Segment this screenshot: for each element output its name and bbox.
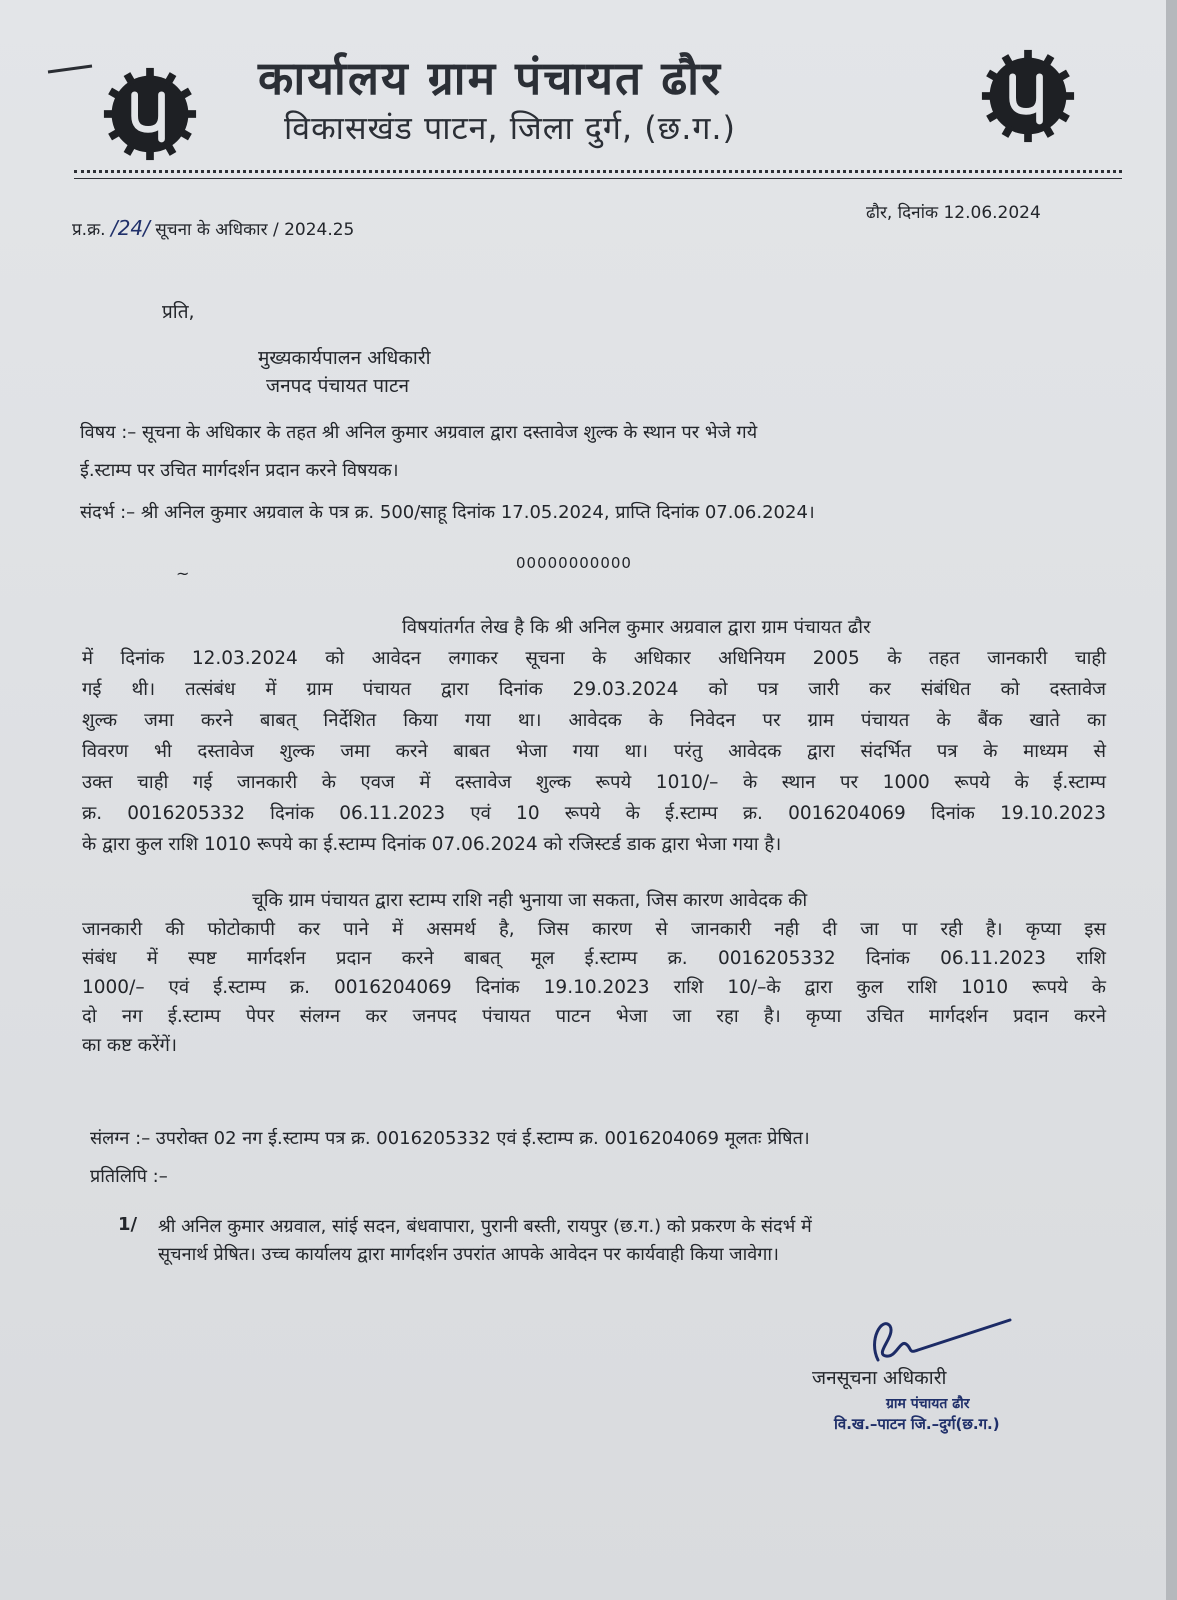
place-date: ढौर, दिनांक 12.06.2024 xyxy=(866,203,1041,223)
body-line: 1000/– एवं ई.स्टाम्प क्र. 0016204069 दिनांक 19.10.2023 राशि 10/–के द्वारा कुल राशि 1010 रूपये के xyxy=(82,977,1106,998)
body-line: जानकारी की फोटोकापी कर पाने में असमर्थ है, जिस कारण से जानकारी नही दी जा पा रही है। कृप्या इस xyxy=(82,919,1106,940)
to-label: प्रति, xyxy=(162,301,195,323)
body-paragraph-2 xyxy=(82,886,1106,1060)
designation: जनसूचना अधिकारी xyxy=(812,1367,947,1389)
panchayat-logo-left-icon xyxy=(102,66,198,162)
body-line: शुल्क जमा करने बाबत् निर्देशित किया गया था। आवेदक के निवेदन पर ग्राम पंचायत के बैंक खाते का xyxy=(82,710,1106,731)
subject-line-1: विषय :– सूचना के अधिकार के तहत श्री अनिल कुमार अग्रवाल द्वारा दस्तावेज शुल्क के स्थान पर भेजे गये xyxy=(80,422,758,443)
body-line: में दिनांक 12.03.2024 को आवेदन लगाकर सूचना के अधिकार अधिनियम 2005 के तहत जानकारी चाही xyxy=(82,648,1106,669)
body-line: के द्वारा कुल राशि 1010 रूपये का ई.स्टाम्प दिनांक 07.06.2024 को रजिस्टर्ड डाक द्वारा भेजा गया है। xyxy=(82,834,782,855)
pen-mark-icon xyxy=(46,62,96,76)
body-line: क्र. 0016205332 दिनांक 06.11.2023 एवं 10 रूपये के ई.स्टाम्प क्र. 0016204069 दिनांक 19.10.2023 xyxy=(82,803,1106,824)
stamp-line-1: ग्राम पंचायत ढौर xyxy=(886,1396,970,1412)
office-subtitle: विकासखंड पाटन, जिला दुर्ग, (छ.ग.) xyxy=(284,109,737,147)
body-line: का कष्ट करेंगें। xyxy=(82,1035,177,1056)
copy-line-2: सूचनार्थ प्रेषित। उच्च कार्यालय द्वारा मार्गदर्शन उपरांत आपके आवेदन पर कार्यवाही किया जावेगा। xyxy=(158,1244,779,1265)
office-title: कार्यालय ग्राम पंचायत ढौर xyxy=(258,51,722,105)
ref-number xyxy=(72,216,354,240)
signature-icon xyxy=(860,1310,1020,1370)
body-line: चूकि ग्राम पंचायत द्वारा स्टाम्प राशि नही भुनाया जा सकता, जिस कारण आवेदक की xyxy=(252,890,808,911)
subject-line-2: ई.स्टाम्प पर उचित मार्गदर्शन प्रदान करने विषयक। xyxy=(80,460,399,481)
body-line: उक्त चाही गई जानकारी के एवज में दस्तावेज शुल्क रूपये 1010/– के स्थान पर 1000 रूपये के ई.स्टाम्प xyxy=(82,772,1106,793)
body-line: विषयांतर्गत लेख है कि श्री अनिल कुमार अग्रवाल द्वारा ग्राम पंचायत ढौर xyxy=(402,617,871,638)
handwritten-ref-no: /24/ xyxy=(110,216,150,240)
body-line: संबंध में स्पष्ट मार्गदर्शन प्रदान करने बाबत् मूल ई.स्टाम्प क्र. 0016205332 दिनांक 06.11.2023 राशि xyxy=(82,948,1106,969)
panchayat-logo-right-icon xyxy=(980,48,1076,144)
separator: 00000000000 xyxy=(516,554,632,572)
header-divider xyxy=(74,170,1122,173)
header-divider-thin xyxy=(74,178,1122,179)
enclosure-line: संलग्न :– उपरोक्त 02 नग ई.स्टाम्प पत्र क्र. 0016205332 एवं ई.स्टाम्प क्र. 0016204069 मूलतः प्रेषित। xyxy=(90,1128,810,1149)
reference-line: संदर्भ :– श्री अनिल कुमार अग्रवाल के पत्र क्र. 500/साहू दिनांक 17.05.2024, प्राप्ति दिनांक 07.06.2024। xyxy=(80,502,815,523)
ref-prefix: प्र.क्र. xyxy=(72,220,106,240)
page-edge xyxy=(1166,0,1177,1600)
body-paragraph-1 xyxy=(82,612,1106,860)
body-line: गई थी। तत्संबंध में ग्राम पंचायत द्वारा दिनांक 29.03.2024 को पत्र जारी कर संबंधित को दस्तावेज xyxy=(82,679,1106,700)
ref-suffix: सूचना के अधिकार / 2024.25 xyxy=(155,220,355,240)
copy-line-1: श्री अनिल कुमार अग्रवाल, सांई सदन, बंधवापारा, पुरानी बस्ती, रायपुर (छ.ग.) को प्रकरण के संदर्भ में xyxy=(158,1216,812,1237)
tilde-mark: ~ xyxy=(176,564,190,583)
recipient-line-2: जनपद पंचायत पाटन xyxy=(266,375,410,397)
body-line: विवरण भी दस्तावेज शुल्क जमा करने बाबत भेजा गया था। परंतु आवेदक द्वारा संदर्भित पत्र के माध्यम से xyxy=(82,741,1106,762)
body-line: दो नग ई.स्टाम्प पेपर संलग्न कर जनपद पंचायत पाटन भेजा जा रहा है। कृप्या उचित मार्गदर्शन प्रदान करने xyxy=(82,1006,1106,1027)
copy-label: प्रतिलिपि :– xyxy=(90,1166,168,1187)
recipient-line-1: मुख्यकार्यपालन अधिकारी xyxy=(258,347,431,369)
stamp-line-2: वि.ख.–पाटन जि.–दुर्ग(छ.ग.) xyxy=(834,1415,1000,1433)
copy-item-number: 1/ xyxy=(118,1214,138,1235)
